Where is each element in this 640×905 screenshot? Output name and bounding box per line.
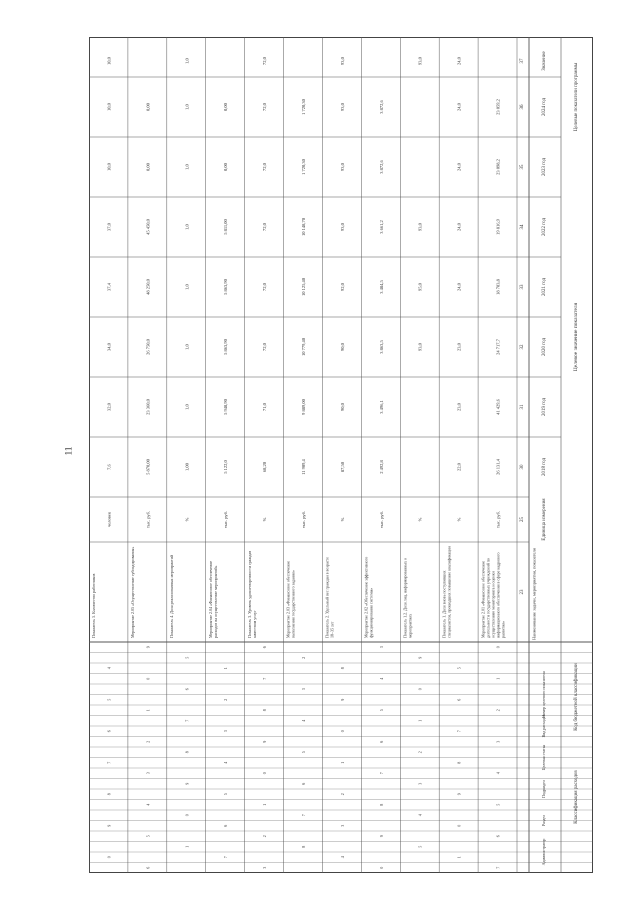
column-number: 25 bbox=[520, 517, 525, 522]
table-svg bbox=[89, 37, 593, 873]
row-value: 24 717,7 bbox=[495, 339, 501, 355]
class-digit: 5 bbox=[456, 667, 462, 670]
row-value: 1 720,30 bbox=[301, 99, 306, 115]
header-program-group: Целевые показатели программы bbox=[574, 62, 579, 132]
class-digit: 3 bbox=[223, 730, 229, 733]
class-digit: 9 bbox=[184, 782, 190, 785]
row-value: 24,0 bbox=[456, 103, 462, 111]
row-value: 48 250,0 bbox=[145, 279, 151, 295]
row-value: 11 909,4 bbox=[301, 459, 306, 475]
row-value: 10 125,40 bbox=[301, 278, 306, 296]
row-text: выполнения государственного задания» bbox=[290, 570, 296, 638]
class-digit: 1 bbox=[456, 856, 462, 859]
row-value: 22,0 bbox=[456, 463, 462, 471]
row-text: Мероприятие 2.02 «Обеспечение эффективного bbox=[363, 556, 369, 638]
column-number: 36 bbox=[520, 104, 525, 110]
class-digit: 3 bbox=[378, 646, 384, 649]
header-classification-label: Подраздел bbox=[541, 780, 546, 798]
row-value: 37,0 bbox=[106, 223, 112, 231]
row-value: 23 059,2 bbox=[495, 99, 501, 115]
row-value: 5 811,00 bbox=[223, 219, 229, 235]
row-unit: % bbox=[262, 517, 268, 522]
header-year: 2018 год bbox=[542, 457, 547, 477]
row-value: 72,0 bbox=[262, 57, 268, 65]
row-value: 23,0 bbox=[456, 343, 462, 351]
row-value: 24,0 bbox=[456, 223, 462, 231]
class-digit: 4 bbox=[223, 761, 229, 764]
row-text: Мероприятие 2.04 «Финансовое обеспечение bbox=[207, 560, 213, 638]
class-digit: 5 bbox=[301, 751, 306, 754]
class-digit: 7 bbox=[262, 677, 268, 680]
header-budget-class: Код бюджетной классификации bbox=[574, 663, 579, 731]
row-text: информационного обеспечения в сфере кадрового bbox=[495, 552, 501, 638]
row-text: расходов на осуществление мероприятий» bbox=[212, 565, 218, 638]
class-digit: 5 bbox=[378, 709, 384, 712]
class-digit: 0 bbox=[145, 677, 151, 680]
class-digit: 3 bbox=[145, 772, 151, 775]
class-digit: 6 bbox=[106, 730, 112, 733]
row-value: 26 750,0 bbox=[145, 339, 151, 355]
class-digit: 9 bbox=[417, 656, 423, 659]
class-digit: 2 bbox=[223, 698, 229, 701]
column-number: 35 bbox=[520, 164, 525, 170]
row-value: 3 661,2 bbox=[378, 220, 384, 234]
class-digit: 2 bbox=[417, 751, 423, 754]
row-value: 7,6 bbox=[106, 464, 112, 470]
row-value: 37,4 bbox=[106, 283, 112, 291]
row-value: 26 131,4 bbox=[495, 459, 501, 475]
row-unit: тыс. руб. bbox=[495, 510, 501, 529]
class-digit: 6 bbox=[262, 646, 268, 649]
row-text: Показатель 1. Доля вновь поступивших bbox=[441, 570, 447, 638]
header-target-group: Целевое значение показателя bbox=[573, 302, 579, 372]
class-digit: 3 bbox=[495, 740, 501, 743]
row-unit: человек bbox=[106, 511, 112, 528]
class-digit: 1 bbox=[417, 719, 423, 722]
row-text: Показатель 5. Количество работников bbox=[91, 573, 97, 638]
class-digit: 7 bbox=[223, 856, 229, 859]
row-value: 5 870,00 bbox=[145, 459, 151, 475]
class-digit: 0 bbox=[106, 856, 112, 859]
column-number: 30 bbox=[520, 464, 525, 470]
class-digit: 8 bbox=[184, 751, 190, 754]
row-value: 93,0 bbox=[339, 57, 345, 65]
class-digit: 3 bbox=[262, 866, 268, 869]
row-value: 10 779,40 bbox=[301, 338, 306, 356]
class-digit: 6 bbox=[456, 698, 462, 701]
row-value: 72,0 bbox=[262, 163, 268, 171]
row-value: 1 720,30 bbox=[301, 159, 306, 175]
row-value: 10 148,70 bbox=[301, 218, 306, 236]
class-digit: 0 bbox=[495, 646, 501, 649]
class-digit: 8 bbox=[106, 793, 112, 796]
row-unit: % bbox=[456, 517, 462, 522]
row-value: 1,0 bbox=[184, 58, 190, 64]
class-digit: 3 bbox=[301, 688, 306, 691]
class-digit: 1 bbox=[262, 803, 268, 806]
class-digit: 9 bbox=[378, 835, 384, 838]
row-value: 18 783,8 bbox=[495, 279, 501, 295]
row-value: 1,0 bbox=[184, 344, 190, 350]
row-value: 3 872,6 bbox=[378, 100, 384, 114]
page-number: 11 bbox=[63, 446, 74, 456]
class-digit: 9 bbox=[456, 793, 462, 796]
header-year: 2020 год bbox=[542, 337, 547, 357]
row-value: 1,0 bbox=[184, 104, 190, 110]
row-value: 1,00 bbox=[184, 463, 190, 471]
class-digit: 2 bbox=[339, 793, 345, 796]
row-value: 93,0 bbox=[339, 103, 345, 111]
row-value: 10,0 bbox=[106, 163, 112, 171]
row-value: 23,0 bbox=[456, 403, 462, 411]
header-classification-label: Номер целевого показателя bbox=[541, 671, 546, 718]
column-number: 32 bbox=[520, 344, 525, 350]
header-classification: Классификация расходов bbox=[574, 770, 579, 824]
row-text: осуществлению мониторинга и оценки bbox=[490, 571, 496, 638]
row-value: 34,0 bbox=[106, 343, 112, 351]
class-digit: 4 bbox=[106, 667, 112, 670]
class-digit: 6 bbox=[145, 866, 151, 869]
class-digit: 1 bbox=[339, 761, 345, 764]
class-digit: 5 bbox=[184, 656, 190, 659]
class-digit: 7 bbox=[184, 719, 190, 722]
row-value: 5 948,90 bbox=[223, 399, 229, 415]
class-digit: 1 bbox=[223, 667, 229, 670]
class-digit: 7 bbox=[301, 814, 306, 817]
row-text: Показатель 4. Доля реализованных мероприятий bbox=[169, 554, 175, 638]
class-digit: 5 bbox=[223, 793, 229, 796]
header-year: 2019 год bbox=[542, 397, 547, 417]
row-value: 32,0 bbox=[106, 403, 112, 411]
row-value: 68,20 bbox=[262, 461, 268, 473]
class-digit: 6 bbox=[495, 835, 501, 838]
row-value: 92,0 bbox=[339, 283, 345, 291]
class-digit: 2 bbox=[301, 656, 306, 659]
row-text: специалистов, прошедших повышение квалификации bbox=[446, 546, 452, 638]
row-value: 1,0 bbox=[184, 164, 190, 170]
row-value: 95,0 bbox=[417, 283, 423, 291]
column-number: 33 bbox=[520, 284, 525, 290]
class-digit: 8 bbox=[456, 761, 462, 764]
class-digit: 0 bbox=[417, 688, 423, 691]
row-value: 5 122,0 bbox=[223, 460, 229, 474]
header-classification-label: Администратор bbox=[541, 838, 546, 866]
class-digit: 2 bbox=[495, 709, 501, 712]
row-value: 45 450,0 bbox=[145, 219, 151, 235]
header-classification-label: Вид расходов bbox=[541, 714, 546, 738]
row-value: 93,0 bbox=[417, 57, 423, 65]
row-text: Показатель 1.2. Доля лиц, информированных о bbox=[402, 558, 408, 638]
column-number: 34 bbox=[520, 224, 525, 230]
row-value: 72,0 bbox=[262, 103, 268, 111]
row-text: развития» bbox=[500, 620, 506, 638]
header-year: 2024 год bbox=[542, 97, 547, 117]
row-value: 3 484,5 bbox=[378, 280, 384, 294]
header-unit: Единица измерения bbox=[542, 498, 547, 541]
class-digit: 9 bbox=[106, 824, 112, 827]
rotated-budget-table bbox=[89, 37, 593, 873]
row-value: 72,0 bbox=[262, 283, 268, 291]
row-text: Мероприятие 2.01 «Финансовое обеспечение bbox=[480, 560, 486, 638]
class-digit: 8 bbox=[339, 667, 345, 670]
class-digit: 5 bbox=[145, 835, 151, 838]
class-digit: 3 bbox=[339, 824, 345, 827]
class-digit: 0 bbox=[378, 866, 384, 869]
row-value: 23 098,2 bbox=[495, 159, 501, 175]
row-value: 10,0 bbox=[106, 57, 112, 65]
row-value: 10,0 bbox=[106, 103, 112, 111]
row-value: 93,0 bbox=[417, 223, 423, 231]
row-text: Мероприятие 2.03 «Финансовое обеспечение bbox=[285, 560, 291, 638]
class-digit: 4 bbox=[417, 814, 423, 817]
row-value: 24,0 bbox=[456, 283, 462, 291]
row-value: 93,0 bbox=[339, 223, 345, 231]
row-value: 24,0 bbox=[456, 163, 462, 171]
class-digit: 0 bbox=[184, 814, 190, 817]
row-text: функционирования системы» bbox=[368, 587, 374, 638]
header-year: 2023 год bbox=[542, 157, 547, 177]
row-value: 87,50 bbox=[339, 461, 345, 473]
row-value: 23 360,0 bbox=[145, 399, 151, 415]
column-number: 37 bbox=[520, 58, 525, 64]
row-text: Показатель 2. Удельный вес граждан в возрасте bbox=[324, 556, 330, 638]
row-unit: тыс. руб. bbox=[378, 510, 384, 529]
class-digit: 8 bbox=[378, 803, 384, 806]
class-digit: 7 bbox=[456, 730, 462, 733]
class-digit: 0 bbox=[339, 730, 345, 733]
row-value: 90,0 bbox=[339, 403, 345, 411]
header-year: 2022 год bbox=[542, 217, 547, 237]
class-digit: 4 bbox=[145, 803, 151, 806]
row-value: 0,00 bbox=[223, 103, 229, 111]
class-digit: 6 bbox=[223, 824, 229, 827]
class-digit: 1 bbox=[184, 845, 190, 848]
row-value: 9 889,00 bbox=[301, 399, 306, 415]
row-value: 0,00 bbox=[145, 163, 151, 171]
class-digit: 6 bbox=[378, 740, 384, 743]
row-text: качеством услуг bbox=[251, 610, 257, 638]
row-value: 0,00 bbox=[223, 163, 229, 171]
class-digit: 0 bbox=[262, 772, 268, 775]
row-unit: тыс. руб. bbox=[301, 510, 306, 529]
class-digit: 8 bbox=[262, 709, 268, 712]
row-value: 93,0 bbox=[339, 163, 345, 171]
class-digit: 2 bbox=[262, 835, 268, 838]
row-value: 0,00 bbox=[145, 103, 151, 111]
class-digit: 7 bbox=[495, 866, 501, 869]
class-digit: 8 bbox=[301, 845, 306, 848]
row-value: 72,0 bbox=[262, 223, 268, 231]
row-unit: тыс. руб. bbox=[223, 510, 229, 529]
row-text: мероприятиях bbox=[407, 613, 413, 638]
class-digit: 2 bbox=[145, 740, 151, 743]
row-value: 71,0 bbox=[262, 403, 268, 411]
class-digit: 5 bbox=[106, 698, 112, 701]
class-digit: 0 bbox=[456, 824, 462, 827]
class-digit: 4 bbox=[301, 719, 306, 722]
header-classification-label: Целевая статья bbox=[541, 744, 546, 771]
row-text: деятельности государственных учреждений по bbox=[485, 558, 491, 638]
row-unit: % bbox=[339, 517, 345, 522]
row-value: 1,0 bbox=[184, 224, 190, 230]
row-value: 5 863,90 bbox=[223, 339, 229, 355]
row-value: 41 429,6 bbox=[495, 399, 501, 415]
row-value: 93,0 bbox=[417, 343, 423, 351]
class-digit: 6 bbox=[184, 688, 190, 691]
class-digit: 5 bbox=[495, 803, 501, 806]
row-value: 1,0 bbox=[184, 284, 190, 290]
row-text: Мероприятие 2.05 «Осуществление субсидирования» bbox=[130, 546, 136, 638]
class-digit: 9 bbox=[145, 646, 151, 649]
column-number: 23 bbox=[520, 589, 525, 595]
class-digit: 3 bbox=[417, 782, 423, 785]
row-value: 19 816,9 bbox=[495, 219, 501, 235]
class-digit: 1 bbox=[145, 709, 151, 712]
row-value: 5 863,90 bbox=[223, 279, 229, 295]
row-value: 72,0 bbox=[262, 343, 268, 351]
row-value: 1,0 bbox=[184, 404, 190, 410]
row-value: 24,0 bbox=[456, 57, 462, 65]
class-digit: 4 bbox=[495, 772, 501, 775]
header-year: 2021 год bbox=[542, 277, 547, 297]
class-digit: 5 bbox=[417, 845, 423, 848]
row-value: 90,0 bbox=[339, 343, 345, 351]
class-digit: 9 bbox=[262, 740, 268, 743]
row-text: 18–35 лет bbox=[329, 621, 335, 638]
column-number: 31 bbox=[520, 404, 525, 410]
class-digit: 1 bbox=[495, 677, 501, 680]
class-digit: 4 bbox=[339, 856, 345, 859]
header-classification-label: Раздел bbox=[541, 814, 546, 827]
header-indicator: Наименование задачи, мероприятия, показателя bbox=[531, 548, 537, 640]
row-value: 2 492,8 bbox=[378, 460, 384, 474]
class-digit: 6 bbox=[301, 782, 306, 785]
class-digit: 7 bbox=[106, 761, 112, 764]
row-text: Показатель 3. Уровень удовлетворенности граждан bbox=[246, 550, 252, 638]
class-digit: 9 bbox=[339, 698, 345, 701]
header-value: Значение bbox=[542, 51, 547, 71]
row-unit: тыс. руб. bbox=[145, 510, 151, 529]
row-value: 3 863,5 bbox=[378, 340, 384, 354]
class-digit: 4 bbox=[378, 677, 384, 680]
row-unit: % bbox=[417, 517, 423, 522]
row-unit: % bbox=[184, 517, 190, 522]
class-digit: 7 bbox=[378, 772, 384, 775]
row-value: 3 496,1 bbox=[378, 400, 384, 414]
row-value: 3 872,6 bbox=[378, 160, 384, 174]
